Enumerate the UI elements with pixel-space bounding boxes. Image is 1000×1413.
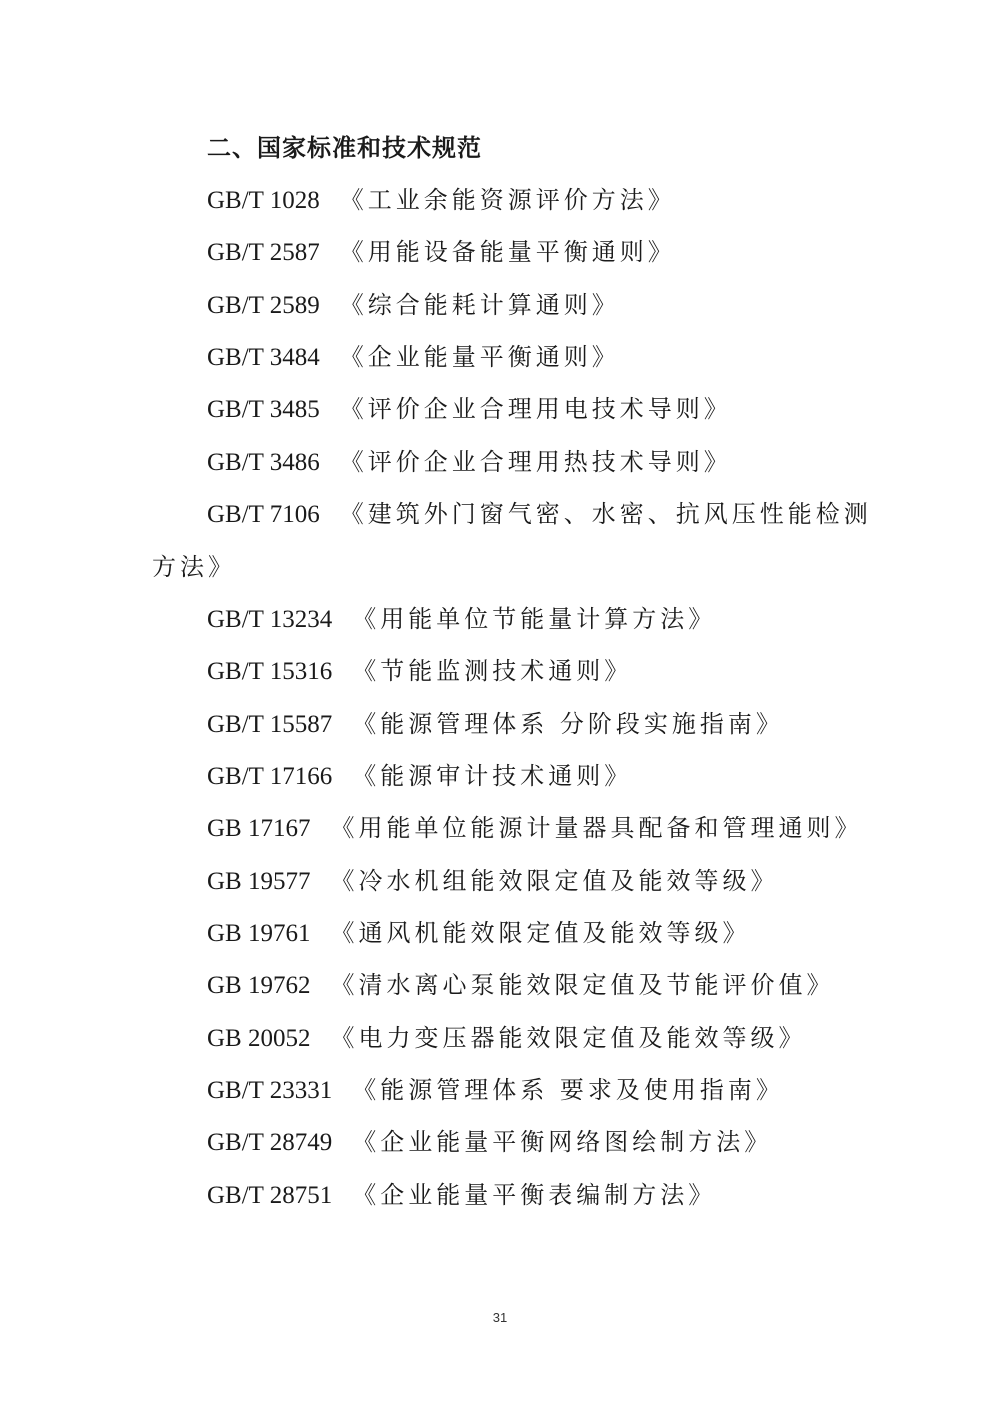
standard-title-continuation: 方法》 [152, 553, 236, 581]
standard-code: GB 19577 [207, 868, 311, 895]
standard-title: 《综合能耗计算通则》 [339, 291, 620, 319]
standard-code: GB/T 3486 [207, 449, 320, 476]
standard-entry [207, 861, 778, 901]
standard-entry [207, 1175, 716, 1215]
standard-entry [207, 232, 676, 272]
standard-entry [207, 285, 620, 325]
standard-code: GB/T 2589 [207, 292, 320, 319]
standard-code: GB/T 2587 [207, 239, 320, 266]
standard-entry [207, 180, 676, 220]
standard-code: GB/T 28749 [207, 1129, 333, 1156]
standard-entry [207, 599, 716, 639]
standard-title: 《建筑外门窗气密、水密、抗风压性能检测 [339, 500, 872, 528]
standard-code: GB/T 28751 [207, 1182, 333, 1209]
standard-entry [207, 965, 834, 1005]
standard-entry [207, 442, 732, 482]
standard-title: 《用能设备能量平衡通则》 [339, 238, 676, 266]
standard-code: GB/T 3485 [207, 396, 320, 423]
standard-title: 《清水离心泵能效限定值及节能评价值》 [330, 971, 835, 999]
standard-title: 《能源管理体系 分阶段实施指南》 [352, 710, 784, 738]
standard-code: GB/T 13234 [207, 606, 333, 633]
standard-title: 《通风机能效限定值及能效等级》 [330, 919, 751, 947]
standard-entry [207, 651, 632, 691]
standard-entry [207, 389, 732, 429]
standard-title: 《冷水机组能效限定值及能效等级》 [330, 867, 779, 895]
standard-code: GB 17167 [207, 815, 311, 842]
standard-title: 《节能监测技术通则》 [352, 657, 633, 685]
standard-entry [207, 1018, 806, 1058]
standard-code: GB/T 23331 [207, 1077, 333, 1104]
standard-entry [207, 913, 750, 953]
standard-title: 《企业能量平衡表编制方法》 [352, 1181, 717, 1209]
standard-code: GB/T 1028 [207, 187, 320, 214]
page-number: 31 [492, 1310, 508, 1325]
standard-code: GB/T 15587 [207, 711, 333, 738]
standard-entry [207, 808, 862, 848]
standard-title: 《能源审计技术通则》 [352, 762, 633, 790]
standard-title: 《能源管理体系 要求及使用指南》 [352, 1076, 784, 1104]
section-heading: 二、国家标准和技术规范 [207, 134, 482, 162]
standard-title: 《评价企业合理用热技术导则》 [339, 448, 732, 476]
standard-entry [207, 704, 784, 744]
standard-entry [207, 337, 620, 377]
standard-code: GB/T 17166 [207, 763, 333, 790]
standard-title: 《用能单位节能量计算方法》 [352, 605, 717, 633]
standard-entry [207, 1070, 784, 1110]
standard-code: GB/T 7106 [207, 501, 320, 528]
standard-entry [207, 1122, 772, 1162]
standard-code: GB/T 15316 [207, 658, 333, 685]
standard-title: 《企业能量平衡通则》 [339, 343, 620, 371]
standard-code: GB 19762 [207, 972, 311, 999]
standard-entry [207, 494, 872, 534]
standard-title: 《评价企业合理用电技术导则》 [339, 395, 732, 423]
standard-title: 《用能单位能源计量器具配备和管理通则》 [330, 814, 863, 842]
standard-entry [207, 756, 632, 796]
standard-code: GB 19761 [207, 920, 311, 947]
standard-code: GB/T 3484 [207, 344, 320, 371]
standard-code: GB 20052 [207, 1025, 311, 1052]
standard-title: 《企业能量平衡网络图绘制方法》 [352, 1128, 773, 1156]
standard-title: 《电力变压器能效限定值及能效等级》 [330, 1024, 807, 1052]
standard-title: 《工业余能资源评价方法》 [339, 186, 676, 214]
